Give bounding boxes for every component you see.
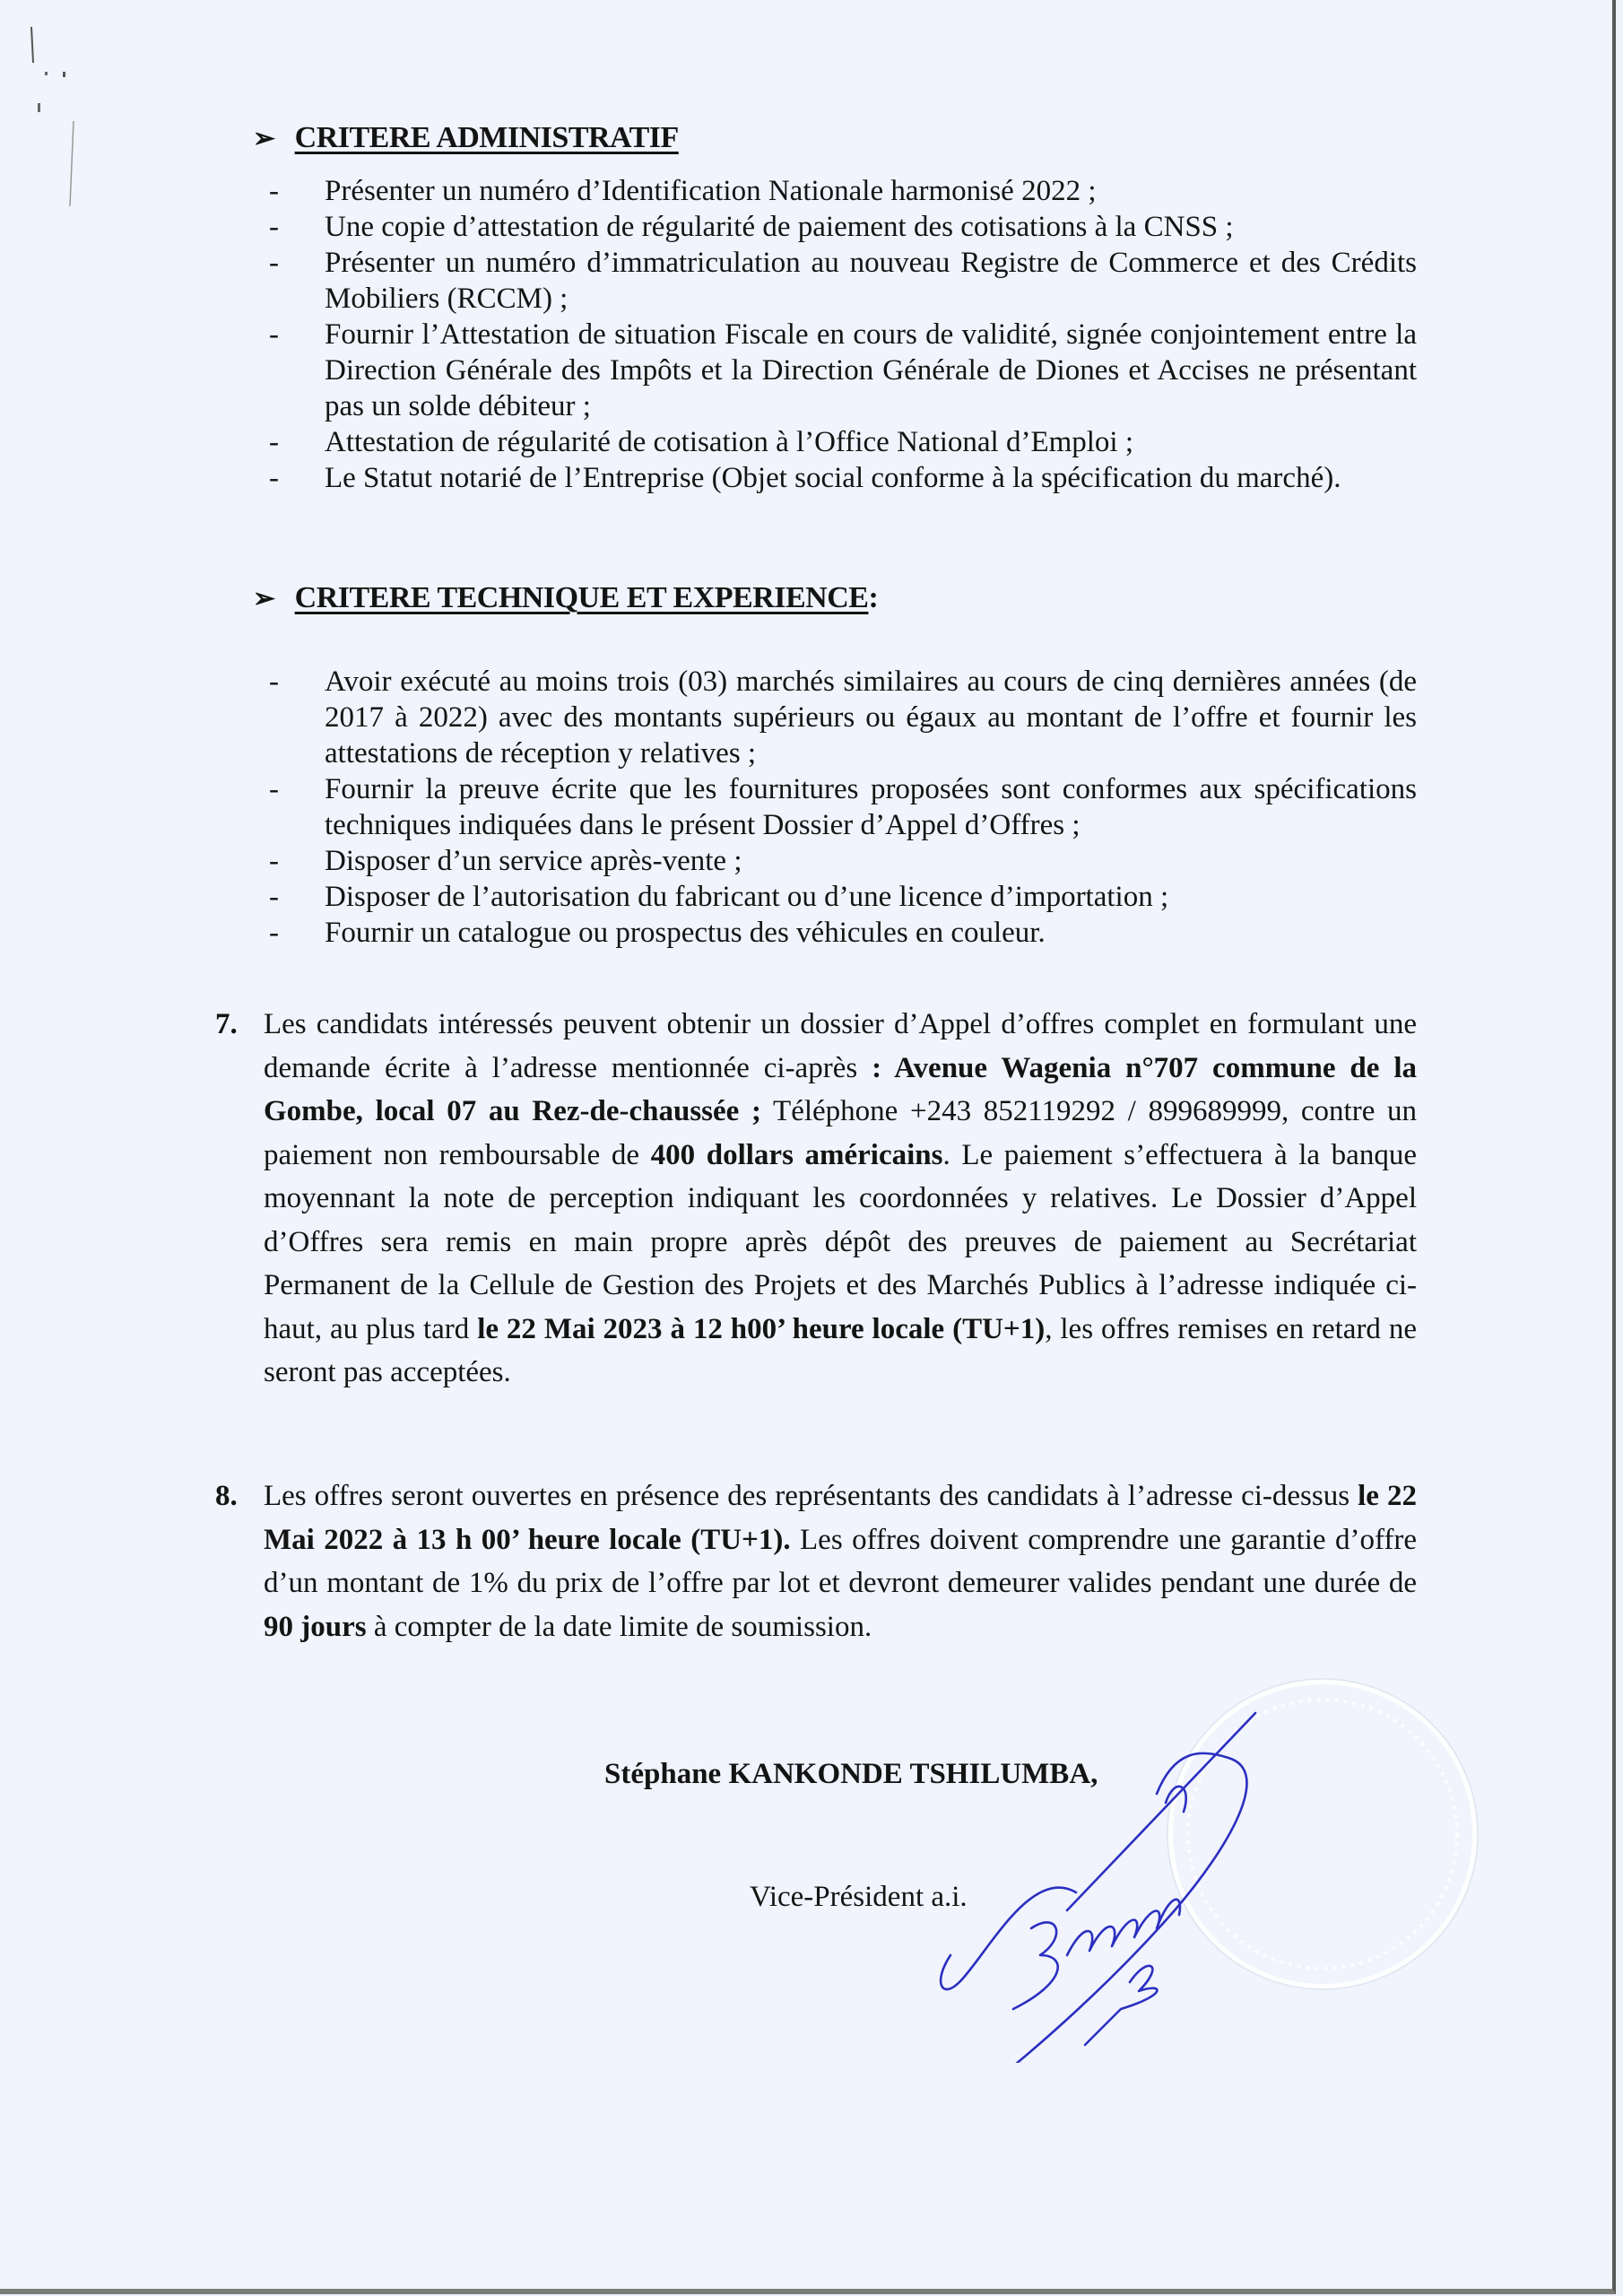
section-heading-technique: ➢ CRITERE TECHNIQUE ET EXPERIENCE : [253,581,879,614]
paragraph-7 [215,1003,1417,1395]
address-bold: : Avenue Wagenia n°707 commune de la Gombe, local 07 au Rez-de-chaussée ; [264,1051,1417,1127]
heading-text: CRITERE ADMINISTRATIF [294,121,679,154]
list-item: - Avoir exécuté au moins trois (03) marchés similaires au cours de cinq dernières années (de 2017 à 2022) avec des montants supérieurs ou égaux au montant de l’offre et fournir les attestations de réception y relatives ; [269,665,1417,770]
deadline-bold: le 22 Mai 2023 à 12 h00’ heure locale (TU+1) [477,1312,1046,1345]
list-item: - Le Statut notarié de l’Entreprise (Objet social conforme à la spécification du marché). [269,462,1341,494]
list-item: - Disposer d’un service après-vente ; [269,845,742,877]
paragraph-body: Les offres seront ouvertes en présence des représentants des candidats à l’adresse ci-dessus le 22 Mai 2022 à 13 h 00’ heure locale (TU+1). Les offres doivent comprendre une garantie d’offre d’un montant de 1% du prix de l’offre par lot et devront demeurer valides pendant une durée de 90 jours à compter de la date limite de soumission. [264,1480,1417,1643]
list-item: - Disposer de l’autorisation du fabricant ou d’une licence d’importation ; [269,881,1169,913]
handwritten-signature-icon [933,1686,1309,2063]
list-item: - Fournir un catalogue ou prospectus des véhicules en couleur. [269,917,1046,949]
list-item: - Présenter un numéro d’Identification Nationale harmonisé 2022 ; [269,175,1097,207]
technique-criteria-list [269,664,1417,951]
list-item: - Une copie d’attestation de régularité de paiement des cotisations à la CNSS ; [269,211,1234,243]
paragraph-8 [215,1474,1417,1648]
scan-artifact-marks [27,27,81,224]
administratif-criteria-list [269,173,1417,496]
validity-bold: 90 jours [264,1610,367,1643]
list-item: - Fournir l’Attestation de situation Fiscale en cours de validité, signée conjointement entre la Direction Générale des Impôts et la Direction Générale de Diones et Accises ne présentant pas un solde débiteur ; [269,318,1417,422]
signatory-title: Vice-Président a.i. [750,1881,968,1913]
heading-text: CRITERE TECHNIQUE ET EXPERIENCE [294,581,869,614]
arrow-bullet-icon: ➢ [253,124,275,153]
paragraph-number: 8. [215,1480,238,1512]
paragraph-body: Les candidats intéressés peuvent obtenir un dossier d’Appel d’offres complet en formulant une demande écrite à l’adresse mentionnée ci-après : Avenue Wagenia n°707 commune de la Gombe, local 07 au Rez-de-chaussée ; Téléphone +243 852119292 / 899689999, contre un paiement non remboursable de 400 dollars américains. Le paiement s’effectuera à la banque moyennant la note de perception indiquant les coordonnées y relatives. Le Dossier d’Appel d’Offres sera remis en main propre après dépôt des preuves de paiement au Secrétariat Permanent de la Cellule de Gestion des Projets et des Marchés Publics à l’adresse indiquée ci-haut, au plus tard le 22 Mai 2023 à 12 h00’ heure locale (TU+1), les offres remises en retard ne seront pas acceptées. [264,1008,1417,1388]
arrow-bullet-icon: ➢ [253,584,275,613]
list-item: - Présenter un numéro d’immatriculation au nouveau Registre de Commerce et des Crédits Mobiliers (RCCM) ; [269,247,1417,315]
paragraph-number: 7. [215,1008,238,1040]
opening-date-bold: le 22 Mai 2022 à 13 h 00’ heure locale (TU+1). [264,1480,1417,1556]
list-item: - Fournir la preuve écrite que les fournitures proposées sont conformes aux spécifications techniques indiquées dans le présent Dossier d’Appel d’Offres ; [269,773,1417,841]
signatory-name: Stéphane KANKONDE TSHILUMBA, [604,1758,1098,1790]
list-item: - Attestation de régularité de cotisation à l’Office National d’Emploi ; [269,426,1134,458]
section-heading-administratif [253,121,679,155]
fee-bold: 400 dollars américains [650,1138,943,1171]
